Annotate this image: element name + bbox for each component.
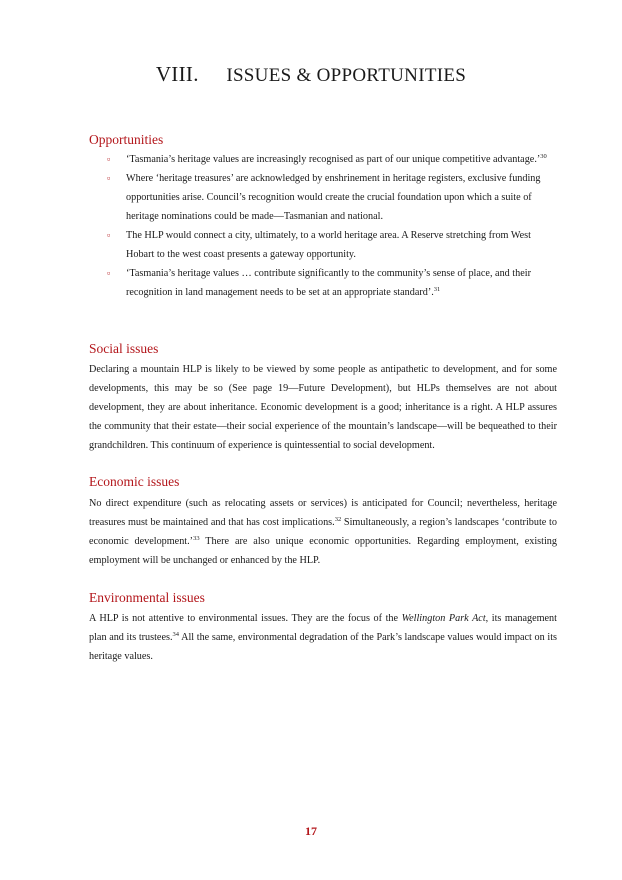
economic-heading: Economic issues	[89, 474, 180, 489]
bullet-icon: ▫	[107, 173, 111, 183]
environmental-text-3: All the same, environmental degradation of the Park’s landscape values would impact on its heritage values.	[89, 632, 557, 662]
list-item	[107, 169, 557, 226]
list-item	[107, 150, 557, 169]
bullet-text: ‘Tasmania’s heritage values are increasingly recognised as part of our unique competitive advantage.’	[126, 154, 541, 165]
act-name: Wellington Park Act	[401, 613, 486, 624]
social-paragraph: Declaring a mountain HLP is likely to be viewed by some people as antipathetic to development, and for some developments, this may be so (See page 19—Future Development), but HLPs themselves are not about development, they are about inheritance. Economic development is a good; inheritance is a right. A HLP assures the community that their estate—their social experience of the mountain’s landscape—will be bequeathed to their grandchildren. This continuum of experience is quintessential to social development.	[89, 364, 557, 451]
footnote-ref[interactable]: 31	[433, 286, 441, 293]
environmental-text-1: A HLP is not attentive to environmental issues. They are the focus of the	[89, 613, 402, 624]
footnote-ref[interactable]: 32	[334, 516, 342, 523]
bullet-icon: ▫	[107, 230, 111, 240]
social-heading: Social issues	[89, 341, 159, 356]
economic-text-2: Simultaneously, a region’s landscapes ‘contribute to economic development.’	[89, 517, 557, 547]
bullet-text: The HLP would connect a city, ultimately, to a world heritage area. A Reserve stretching from West Hobart to the west coast presents a gateway opportunity.	[126, 230, 531, 260]
list-item	[107, 264, 557, 302]
page-number: 17	[305, 824, 317, 838]
bullet-text: ‘Tasmania’s heritage values … contribute significantly to the community’s sense of place, and their recognition in land management needs to be set at an appropriate standard’.	[126, 268, 531, 298]
economic-text-3: There are also unique economic opportunities. Regarding employment, existing employment will be unchanged or enhanced by the HLP.	[89, 536, 557, 566]
bullet-text: Where ‘heritage treasures’ are acknowledged by enshrinement in heritage registers, exclusive funding opportunities arise. Council’s recognition would create the crucial foundation upon which a suite of heritage nominations could be made—Tasmanian and national.	[126, 173, 541, 222]
chapter-number: VIII.	[155, 62, 199, 86]
economic-paragraph	[89, 494, 557, 570]
bullet-icon: ▫	[107, 154, 111, 164]
environmental-text-2: , its management plan and its trustees.	[89, 613, 557, 643]
economic-text-1: No direct expenditure (such as relocating assets or services) is anticipated for Council; nevertheless, heritage treasures must be maintained and that has cost implications.	[89, 498, 557, 528]
bullet-icon: ▫	[107, 268, 111, 278]
list-item	[107, 226, 557, 264]
environmental-paragraph	[89, 609, 557, 666]
footnote-ref[interactable]: 34	[172, 631, 179, 638]
opportunities-list	[107, 150, 557, 302]
chapter-title: ISSUES & OPPORTUNITIES	[226, 65, 467, 86]
opportunities-heading: Opportunities	[89, 132, 164, 147]
environmental-heading: Environmental issues	[89, 590, 205, 605]
footnote-ref[interactable]: 33	[193, 535, 200, 542]
footnote-ref[interactable]: 30	[540, 153, 547, 160]
page-title	[0, 62, 622, 87]
